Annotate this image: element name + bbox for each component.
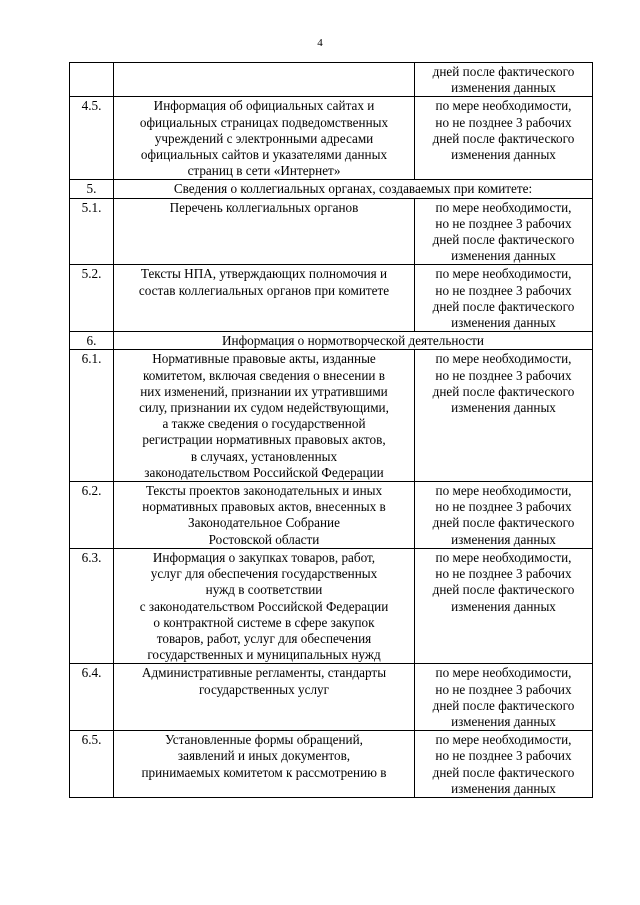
deadline-line: изменения данных	[451, 531, 556, 547]
information-cell	[114, 731, 415, 798]
deadline-cell	[415, 482, 593, 549]
table-row	[70, 548, 593, 663]
information-line: услуг для обеспечения государственных	[150, 566, 378, 582]
deadline-line: изменения данных	[451, 713, 556, 729]
deadline-line: но не позднее 3 рабочих	[435, 282, 572, 298]
deadline-line: дней после фактического	[432, 582, 575, 598]
deadline-line: по мере необходимости,	[435, 549, 572, 565]
deadline-line: изменения данных	[451, 248, 556, 264]
deadline-cell	[415, 548, 593, 663]
table-row	[70, 664, 593, 731]
row-number-cell	[70, 63, 114, 97]
information-line: официальных сайтов и указателями данных	[140, 147, 388, 163]
row-number-cell: 6.	[70, 332, 114, 350]
table-row	[70, 198, 593, 265]
deadline-cell	[415, 97, 593, 180]
information-line: о контрактной системе в сфере закупок	[153, 614, 375, 630]
deadline-line: дней после фактического	[432, 764, 575, 780]
deadline-line: дней после фактического	[432, 232, 575, 248]
information-cell	[114, 664, 415, 731]
information-line: а также сведения о государственной	[162, 416, 366, 432]
information-line: в случаях, установленных	[190, 448, 338, 464]
section-title-cell: Информация о нормотворческой деятельности	[114, 332, 593, 350]
information-line: страниц в сети «Интернет»	[187, 163, 341, 179]
deadline-line: по мере необходимости,	[435, 483, 572, 499]
deadline-line: изменения данных	[451, 400, 556, 416]
section-row	[70, 332, 593, 350]
deadline-cell	[415, 198, 593, 265]
deadline-line: но не позднее 3 рабочих	[435, 566, 572, 582]
information-line: Установленные формы обращений,	[165, 732, 363, 748]
deadline-line: по мере необходимости,	[435, 351, 572, 367]
deadline-line: изменения данных	[451, 147, 556, 163]
deadline-line: изменения данных	[451, 315, 556, 331]
deadline-line: изменения данных	[451, 780, 556, 796]
information-line: Информация об официальных сайтах и	[153, 98, 375, 114]
information-line: государственных услуг	[198, 681, 330, 697]
information-cell	[114, 63, 415, 97]
information-line: принимаемых комитетом к рассмотрению в	[141, 764, 387, 780]
deadline-line: но не позднее 3 рабочих	[435, 114, 572, 130]
information-line: нормативных правовых актов, внесенных в	[142, 499, 386, 515]
information-cell	[114, 198, 415, 265]
information-line: заявлений и иных документов,	[177, 748, 351, 764]
deadline-line: дней после фактического	[432, 298, 575, 314]
deadline-line: дней после фактического	[432, 383, 575, 399]
information-line: товаров, работ, услуг для обеспечения	[156, 630, 372, 646]
information-cell	[114, 265, 415, 332]
deadline-line: дней после фактического	[432, 130, 575, 146]
row-number-cell: 6.1.	[70, 350, 114, 482]
row-number-cell: 6.5.	[70, 731, 114, 798]
deadline-line: по мере необходимости,	[435, 199, 572, 215]
table-row	[70, 482, 593, 549]
deadline-line: изменения данных	[451, 80, 556, 96]
table-row	[70, 350, 593, 482]
information-line: регистрации нормативных правовых актов,	[142, 432, 386, 448]
information-line: Нормативные правовые акты, изданные	[152, 351, 376, 367]
information-line: государственных и муниципальных нужд	[147, 647, 381, 663]
information-line: с законодательством Российской Федерации	[139, 598, 389, 614]
deadline-line: но не позднее 3 рабочих	[435, 367, 572, 383]
row-number-cell: 5.	[70, 180, 114, 198]
deadline-cell	[415, 731, 593, 798]
row-number-cell: 5.2.	[70, 265, 114, 332]
deadline-cell	[415, 664, 593, 731]
information-line: Ростовской области	[208, 531, 320, 547]
table-row	[70, 265, 593, 332]
information-line: официальных страницах подведомственных	[139, 114, 389, 130]
section-row	[70, 180, 593, 198]
information-line: учреждений с электронными адресами	[154, 130, 374, 146]
information-line: состав коллегиальных органов при комитете	[138, 282, 390, 298]
deadline-cell	[415, 350, 593, 482]
row-number-cell: 5.1.	[70, 198, 114, 265]
deadline-line: дней после фактического	[432, 64, 575, 79]
table-row	[70, 97, 593, 180]
deadline-line: но не позднее 3 рабочих	[435, 748, 572, 764]
deadline-cell	[415, 63, 593, 97]
information-cell	[114, 97, 415, 180]
disclosure-table	[69, 62, 593, 798]
row-number-cell: 6.3.	[70, 548, 114, 663]
page-number: 4	[317, 37, 323, 49]
deadline-line: по мере необходимости,	[435, 98, 572, 114]
deadline-line: изменения данных	[451, 598, 556, 614]
information-line: Перечень коллегиальных органов	[169, 199, 359, 215]
information-line: законодательством Российской Федерации	[144, 464, 384, 480]
information-cell	[114, 350, 415, 482]
information-line: силу, признании их судом недействующими,	[139, 400, 389, 416]
row-number-cell: 6.4.	[70, 664, 114, 731]
table-body	[70, 63, 593, 798]
information-line: них изменений, признании их утратившими	[140, 383, 388, 399]
row-number-cell: 6.2.	[70, 482, 114, 549]
information-line: Законодательное Собрание	[188, 515, 340, 531]
deadline-line: по мере необходимости,	[435, 665, 572, 681]
deadline-line: дней после фактического	[432, 697, 575, 713]
deadline-line: по мере необходимости,	[435, 266, 572, 282]
information-line: нужд в соответствии	[205, 582, 323, 598]
row-number-cell: 4.5.	[70, 97, 114, 180]
information-cell	[114, 482, 415, 549]
information-line: Тексты проектов законодательных и иных	[145, 483, 383, 499]
information-cell	[114, 548, 415, 663]
section-title-cell: Сведения о коллегиальных органах, создаваемых при комитете:	[114, 180, 593, 198]
information-line: Тексты НПА, утверждающих полномочия и	[140, 266, 388, 282]
deadline-line: но не позднее 3 рабочих	[435, 681, 572, 697]
information-line: комитетом, включая сведения о внесении в	[142, 367, 386, 383]
deadline-line: дней после фактического	[432, 515, 575, 531]
table-row	[70, 731, 593, 798]
deadline-cell	[415, 265, 593, 332]
deadline-line: но не позднее 3 рабочих	[435, 215, 572, 231]
information-line: Информация о закупках товаров, работ,	[152, 549, 376, 565]
deadline-line: по мере необходимости,	[435, 732, 572, 748]
information-line: Административные регламенты, стандарты	[141, 665, 387, 681]
table-row	[70, 63, 593, 97]
deadline-line: но не позднее 3 рабочих	[435, 499, 572, 515]
